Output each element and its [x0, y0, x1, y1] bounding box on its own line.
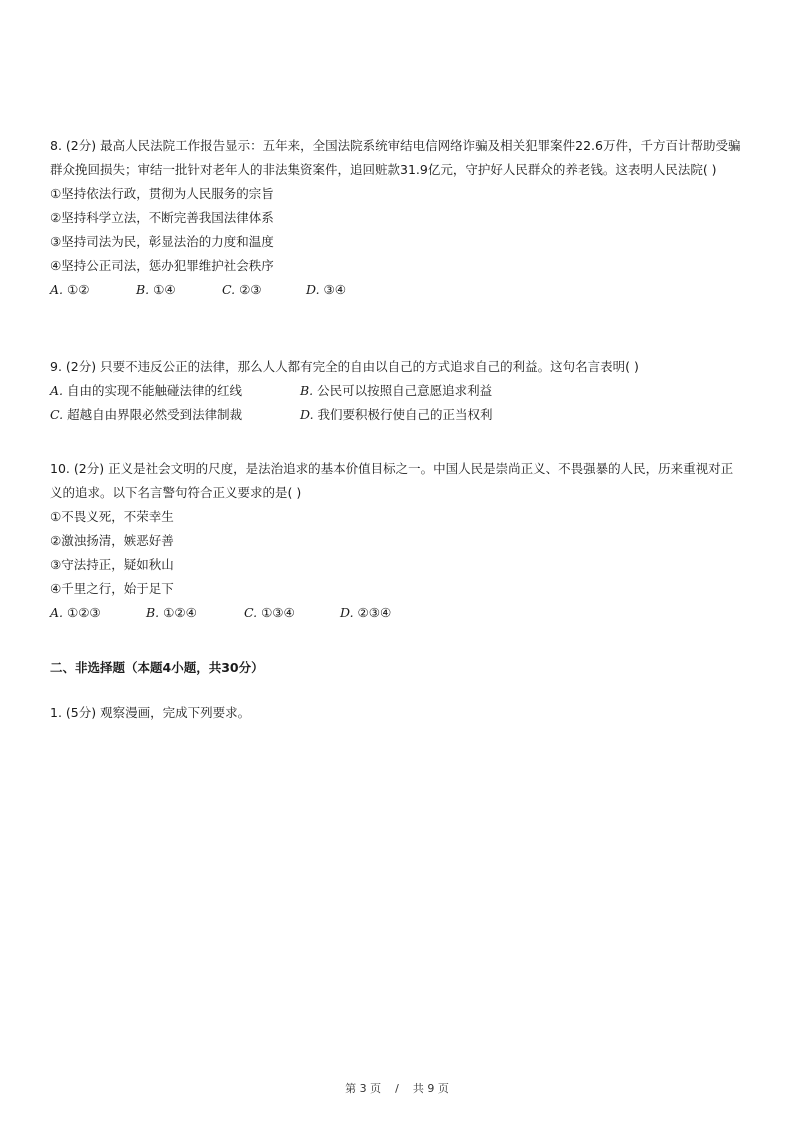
statement-item: ②坚持科学立法，不断完善我国法律体系 — [50, 210, 274, 225]
option-d[interactable]: D. ③④ — [306, 282, 346, 297]
statement-item: ②激浊扬清，嫉恶好善 — [50, 533, 174, 548]
question-text: 只要不违反公正的法律，那么人人都有完全的自由以自己的方式追求自己的利益。这句名言表明( ) — [100, 359, 639, 374]
option-c[interactable]: C. 超越自由界限必然受到法律制裁 — [50, 407, 243, 422]
question-9 — [50, 355, 744, 427]
question-text: 观察漫画，完成下列要求。 — [100, 705, 251, 720]
question-number: 1. — [50, 705, 62, 720]
question-number: 8. — [50, 138, 62, 153]
statement-item: ③守法持正，疑如秋山 — [50, 557, 174, 572]
option-b[interactable]: B. 公民可以按照自己意愿追求利益 — [300, 383, 493, 398]
option-d[interactable]: D. 我们要积极行使自己的正当权利 — [300, 407, 493, 422]
question-text: 正义是社会文明的尺度，是法治追求的基本价值目标之一。中国人民是崇尚正义、不畏强暴的人民，历来重视对正义的追求。以下名言警句符合正义要求的是( ) — [50, 461, 734, 500]
question-score: (5分) — [65, 705, 97, 720]
question-score: (2分) — [73, 461, 105, 476]
statement-item: ④千里之行，始于足下 — [50, 581, 174, 596]
answer-options — [50, 601, 744, 625]
option-b[interactable]: B. ①②④ — [146, 605, 197, 620]
option-b[interactable]: B. ①④ — [136, 282, 176, 297]
option-a[interactable]: A. 自由的实现不能触碰法律的红线 — [50, 383, 243, 398]
question-9-stem — [50, 355, 744, 379]
section-title: 二、非选择题（本题4小题，共30分） — [50, 660, 264, 675]
question-10-stem — [50, 457, 744, 505]
question-1 — [50, 701, 744, 725]
question-8 — [50, 134, 744, 302]
page-footer: 第 3 页 / 共 9 页 — [345, 1082, 449, 1095]
option-a[interactable]: A. ①② — [50, 282, 90, 297]
question-text: 最高人民法院工作报告显示：五年来，全国法院系统审结电信网络诈骗及相关犯罪案件22.6万件，千方百计帮助受骗群众挽回损失；审结一批针对老年人的非法集资案件，追回赃款31.9亿元，守护好人民群众的养老钱。这表明人民法院( ) — [50, 138, 741, 177]
statement-item: ①坚持依法行政，贯彻为人民服务的宗旨 — [50, 186, 274, 201]
question-number: 9. — [50, 359, 62, 374]
statement-item: ④坚持公正司法，惩办犯罪维护社会秩序 — [50, 258, 274, 273]
question-number: 10. — [50, 461, 70, 476]
question-10 — [50, 457, 744, 625]
option-a[interactable]: A. ①②③ — [50, 605, 101, 620]
statement-item: ①不畏义死，不荣幸生 — [50, 509, 174, 524]
answer-options — [50, 403, 744, 427]
statement-item: ③坚持司法为民，彰显法治的力度和温度 — [50, 234, 274, 249]
answer-options — [50, 278, 744, 302]
question-8-stem — [50, 134, 744, 182]
question-score: (2分) — [65, 138, 97, 153]
option-c[interactable]: C. ①③④ — [244, 605, 295, 620]
option-d[interactable]: D. ②③④ — [340, 605, 392, 620]
answer-options — [50, 379, 744, 403]
option-c[interactable]: C. ②③ — [222, 282, 262, 297]
question-score: (2分) — [65, 359, 97, 374]
